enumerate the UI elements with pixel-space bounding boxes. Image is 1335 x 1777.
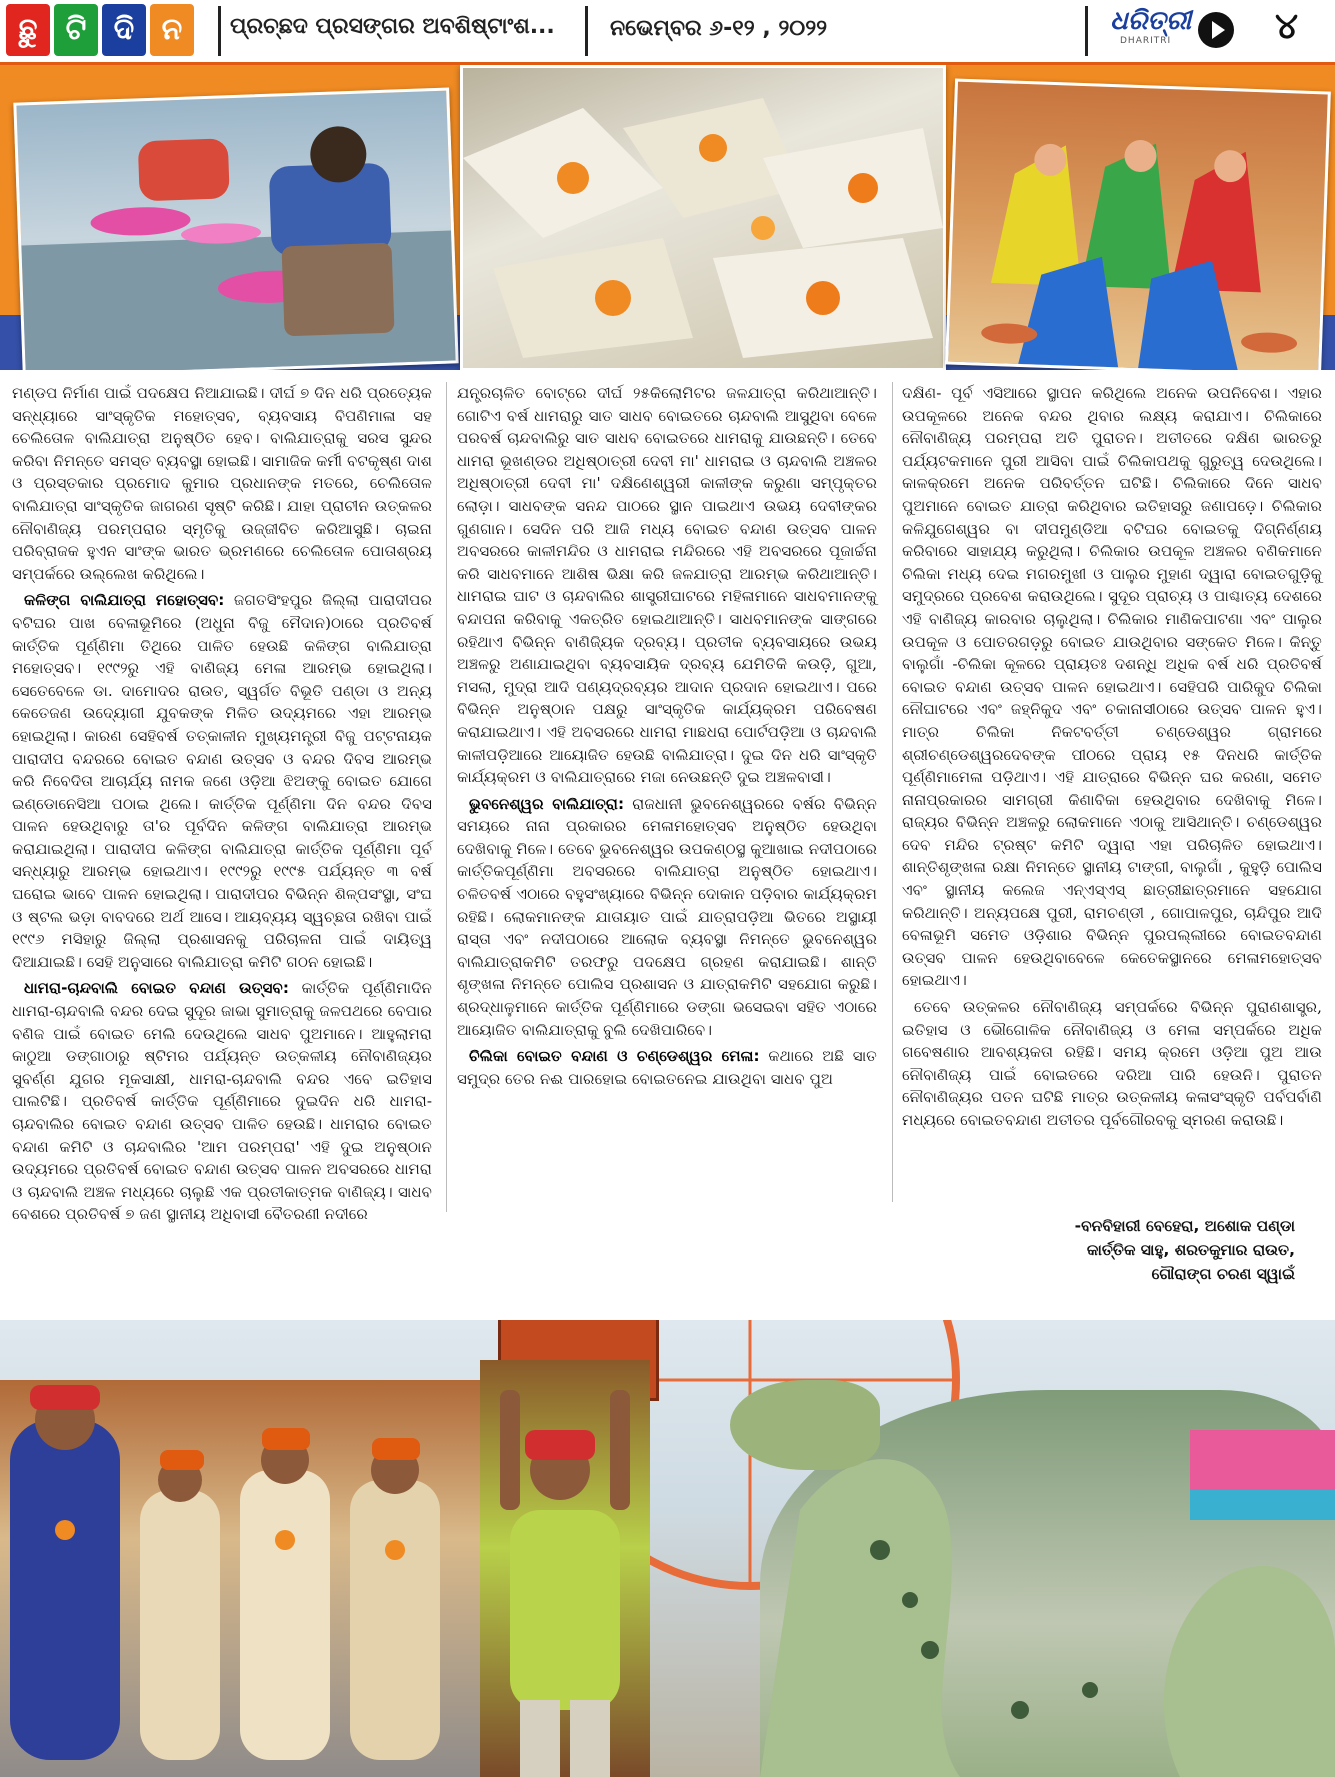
column-rule (892, 382, 893, 1202)
play-icon (1198, 12, 1234, 48)
procession-photo (0, 1380, 520, 1777)
river-offering-photo (13, 87, 458, 370)
byline-line: -ବନବିହାରୀ ବେହେରା, ଅଶୋକ ପଣ୍ଡା (1074, 1217, 1295, 1235)
bottom-photo-collage (0, 1320, 1335, 1777)
paragraph: ଧାମରା-ଚାନ୍ଦବାଲି ବୋଇତ ବନ୍ଦାଣ ଉତ୍ସବ: କାର୍ତ୍ତିକ ପୂର୍ଣ୍ଣିମାଦିନ ଧାମରା-ଚାନ୍ଦବାଲି ବନ୍ଦର ଦେଇ ସୁଦୂର ଜାଭା ସୁମାତ୍ରାକୁ ଜଳପଥରେ ବେପାର ବଣିଜ ପାଇଁ ବୋଇତ ମେଲି ଦେଉଥିଲେ ସାଧବ ପୁଅମାନେ। ଆହୁଲାମରା କାଠୁଆ ଡଙ୍ଗାଠାରୁ ଷ୍ଟିମର ପର୍ଯ୍ୟନ୍ତ ଉତ୍କଳୀୟ ନୌବାଣିଜ୍ୟର ସୁବର୍ଣ୍ଣ ଯୁଗର ମୂକସାକ୍ଷୀ, ଧାମରା-ଚାନ୍ଦବାଲି ବନ୍ଦର ଏବେ ଇତିହାସ ପାଲଟିଛି। ପ୍ରତିବର୍ଷ କାର୍ତ୍ତିକ ପୂର୍ଣ୍ଣିମାରେ ଦୁଇଦିନ ଧରି ଧାମରା-ଚାନ୍ଦବାଲିର ବୋଇତ ବନ୍ଦାଣ ଉତ୍ସବ ପାଳିତ ହେଉଛି। ଧାମରାର ବୋଇତ ବନ୍ଦାଣ କମିଟି ଓ ଚାନ୍ଦବାଲିର 'ଆମ ପରମ୍ପରା' ଏହି ଦୁଇ ଅନୁଷ୍ଠାନ ଉଦ୍ୟମରେ ପ୍ରତିବର୍ଷ ବୋଇତ ବନ୍ଦାଣ ଉତ୍ସବ ପାଳନ ଅବସରରେ ଧାମରା ଓ ଚାନ୍ଦବାଲି ଅଞ୍ଚଳ ମଧ୍ୟରେ ଚାଲୁଛି ଏକ ପ୍ରତୀକାତ୍ମକ ବାଣିଜ୍ୟ। ସାଧବ ବେଶରେ ପ୍ରତିବର୍ଷ ୭ ଜଣ ସ୍ଥାନୀୟ ଅଧିବାସୀ ବୈତରଣୀ ନଦୀରେ (12, 979, 432, 1224)
byline-line: କାର୍ତ୍ତିକ ସାହୁ, ଶରତକୁମାର ରାଉତ, (1086, 1241, 1295, 1259)
subheading: ଭୁବନେଶ୍ୱର ବାଲିଯାତ୍ରା: (469, 794, 625, 813)
page-number: ୪ (1275, 6, 1299, 47)
paragraph: ମଣ୍ଡପ ନିର୍ମାଣ ପାଇଁ ପଦକ୍ଷେପ ନିଆଯାଇଛି। ଦୀର୍ଘ ୭ ଦିନ ଧରି ପ୍ରତ୍ୟେକ ସନ୍ଧ୍ୟାରେ ସାଂସ୍କୃତିକ ମହୋତ୍ସବ, ବ୍ୟବସାୟ ବିପଣିମାଳା ସହ ଚେଲିତୋଳ ବାଲିଯାତ୍ରା ଅନୁଷ୍ଠିତ ହେବ। ବାଲିଯାତ୍ରାକୁ ସରସ ସୁନ୍ଦର କରିବା ନିମନ୍ତେ ସମସ୍ତ ବ୍ୟବସ୍ଥା ହୋଇଛି। ସାମାଜିକ କର୍ମୀ ବଟକୃଷ୍ଣ ଦାଶ ଓ ପ୍ରସ୍ତକାର ପ୍ରମୋଦ କୁମାର ପ୍ରଧାନଙ୍କ ମତରେ, ଚେଲିତୋଳ ବାଲିଯାତ୍ରା ସାଂସ୍କୃତିକ ଜାଗରଣ ସୃଷ୍ଟି କରିଛି। ଯାହା ପ୍ରାଚୀନ ଉତ୍କଳର ନୌବାଣିଜ୍ୟ ପରମ୍ପରାର ସ୍ମୃତିକୁ ଉଜ୍ଜୀବିତ କରିଆସୁଛି। ଚାଇନା ପରିବ୍ରାଜକ ହୁଏନ ସାଂଙ୍କ ଭାରତ ଭ୍ରମଣରେ ଚେଲିତୋଳ ପୋତାଶ୍ରୟ ସମ୍ପର୍କରେ ଉଲ୍ଲେଖ କରିଥିଲେ। (12, 384, 432, 583)
article-column-2 (457, 382, 877, 1212)
divider (218, 6, 221, 56)
section-kicker: ପ୍ରଚ୍ଛଦ ପ୍ରସଙ୍ଗର ଅବଶିଷ୍ଟାଂଶ... (230, 14, 555, 39)
issue-date: ନଭେମ୍ବର ୬-୧୨ , ୨୦୨୨ (610, 16, 828, 41)
masthead (0, 0, 1335, 65)
column-rule (446, 382, 447, 1212)
section-logo (6, 4, 194, 56)
article-column-1 (12, 382, 432, 1312)
byline (905, 1214, 1295, 1286)
subheading: ଚିଲିକା ବୋଇତ ବନ୍ଦାଣ ଓ ଚଣ୍ଡେଶ୍ୱର ମେଳା: (469, 1047, 760, 1066)
dragon-head-shape (730, 1380, 880, 1470)
clay-dolls-photo (945, 79, 1331, 370)
logo-letter-2: ଟି (54, 4, 98, 56)
paragraph: ତେବେ ଉତ୍କଳର ନୌବାଣିଜ୍ୟ ସମ୍ପର୍କରେ ବିଭିନ୍ନ ପୁରାଣଶାସ୍ତ୍ର, ଇତିହାସ ଓ ଭୌଗୋଳିକ ନୌବାଣିଜ୍ୟ ଓ ମେଳା ସମ୍ପର୍କରେ ଅଧିକ ଗବେଷଣାର ଆବଶ୍ୟକତା ରହିଛି। ସମୟ କ୍ରମେ ଓଡ଼ିଆ ପୁଅ ଆଉ ନୌବାଣିଜ୍ୟ ପାଇଁ ବୋଇତରେ ଦରିଆ ପାରି ହେଉନି। ପୁରାତନ ନୌବାଣିଜ୍ୟର ପତନ ଘଟିଛି ମାତ୍ର ଉତ୍କଳୀୟ କଳାସଂସ୍କୃତି ପର୍ବପର୍ବାଣି ମଧ୍ୟରେ ବୋଇତବନ୍ଦାଣ ଅତୀତର ପୂର୍ବଗୌରବକୁ ସ୍ମରଣ କରାଉଛି। (902, 998, 1322, 1129)
paragraph: ଭୁବନେଶ୍ୱର ବାଲିଯାତ୍ରା: ରାଜଧାନୀ ଭୁବନେଶ୍ୱରରେ ବର୍ଷର ବିଭିନ୍ନ ସମୟରେ ନାନା ପ୍ରକାରର ମେଳାମହୋତ୍ସବ ଅନୁଷ୍ଠିତ ହେଉଥିବା ଦେଖିବାକୁ ମିଳେ। ତେବେ ଭୁବନେଶ୍ୱର ଉପକଣ୍ଠସ୍ଥ କୁଆଖାଇ ନଦୀପଠାରେ କାର୍ତ୍ତିକପୂର୍ଣ୍ଣିମା ଅବସରରେ ବାଲିଯାତ୍ରା ଅନୁଷ୍ଠିତ ହୋଇଥାଏ। ଚଳିତବର୍ଷ ଏଠାରେ ବହୁସଂଖ୍ୟାରେ ବିଭିନ୍ନ ଦୋକାନ ପଡ଼ିବାର କାର୍ଯ୍ୟକ୍ରମ ରହିଛି। ଲୋକମାନଙ୍କ ଯାତାୟାତ ପାଇଁ ଯାତ୍ରାପଡ଼ିଆ ଭିତରେ ଅସ୍ଥାୟୀ ରାସ୍ତା ଏବଂ ନଦୀପଠାରେ ଆଲୋକ ବ୍ୟବସ୍ଥା ନିମନ୍ତେ ଭୁବନେଶ୍ୱର ବାଲିଯାତ୍ରାକମିଟି ତରଫରୁ ପଦକ୍ଷେପ ଗ୍ରହଣ କରାଯାଇଛି। ଶାନ୍ତି ଶୃଙ୍ଖଳା ନିମନ୍ତେ ପୋଲିସ ପ୍ରଶାସନ ଓ ଯାତ୍ରାକମିଟି ସହଯୋଗ କରୁଛି। ଶ୍ରଦ୍ଧାଳୁମାନେ କାର୍ତ୍ତିକ ପୂର୍ଣ୍ଣିମାରେ ଡଙ୍ଗା ଭସେଇବା ସହିତ ଏଠାରେ ଆୟୋଜିତ ବାଲିଯାତ୍ରାକୁ ବୁଲି ଦେଖିପାରିବେ। (457, 794, 877, 1039)
porter-photo (480, 1360, 650, 1777)
top-photo-strip (0, 65, 1335, 370)
paragraph: ଦକ୍ଷିଣ- ପୂର୍ବ ଏସିଆରେ ସ୍ଥାପନ କରିଥିଲେ ଅନେକ ଉପନିବେଶ। ଏହାର ଉପକୂଳରେ ଅନେକ ବନ୍ଦର ଥିବାର ଲକ୍ଷ୍ୟ କରାଯାଏ। ଚିଲିକାରେ ନୌବାଣିଜ୍ୟ ପରମ୍ପରା ଅତି ପୁରାତନ। ଅତୀତରେ ଦକ୍ଷିଣ ଭାରତରୁ ପର୍ଯ୍ୟଟକମାନେ ପୁରୀ ଆସିବା ପାଇଁ ଚିଲିକାପଥକୁ ଗୁରୁତ୍ୱ ଦେଉଥିଲେ। କାଳକ୍ରମେ ଅନେକ ପରିବର୍ତ୍ତନ ଘଟିଛି। ଚିଲିକାରେ ଦିନେ ସାଧବ ପୁଅମାନେ ବୋଇତ ଯାତ୍ରା କରିଥିବାର ଇତିହାସରୁ ଜଣାପଡ଼େ। ଚିଲିକାର କଳିଯୁଗେଶ୍ୱର ବା ଦୀପମୁଣ୍ଡିଆ ବଟିଘର ବୋଇତକୁ ଦିଗ୍‌ନିର୍ଣ୍ଣୟ କରିବାରେ ସାହାଯ୍ୟ କରୁଥିଲା। ଚିଲିକାର ଉପକୂଳ ଅଞ୍ଚଳର ବଣିକମାନେ ଚିଲିକା ମଧ୍ୟ ଦେଇ ମଗରମୁଖୀ ଓ ପାଲୁର ମୁହାଣ ଦ୍ୱାରା ବୋଇତଗୁଡ଼ିକୁ ସମୁଦ୍ରରେ ପ୍ରବେଶ କରାଉଥିଲେ। ସୁଦୂର ପ୍ରାଚ୍ୟ ଓ ପାଶ୍ଚାତ୍ୟ ଦେଶରେ ଏହି ବାଣିଜ୍ୟ କାରବାର ଚାଲୁଥିଲା। ଚିଲିକାର ମାଣିକପାଟଣା ଏବଂ ପାଲୁର ଉପକୂଳ ଓ ପୋତରଗଡ଼ରୁ ବୋଇତ ଯାଉଥିବାର ସଙ୍କେତ ମିଳେ। କିନ୍ତୁ ବାଲୁଗାଁ -ଚିଲିକା କୂଳରେ ପ୍ରାୟତଃ ଦଶନ୍ଧି ଅଧିକ ବର୍ଷ ଧରି ପ୍ରତିବର୍ଷ ବୋଇତ ବନ୍ଦାଣ ଉତ୍ସବ ପାଳନ ହୋଇଥାଏ। ସେହିପରି ପାରିକୁଦ ଚିଲିକା ନୌଘାଟରେ ଏବଂ ଜହ୍ନିକୁଦ ଏବଂ ଚକାନାସୀଠାରେ ଉତ୍ସବ ପାଳନ ହୁଏ। ମାତ୍ର ଚିଲିକା ନିକଟବର୍ତ୍ତୀ ଚଣ୍ଡେଶ୍ୱର ଗ୍ରାମରେ ଶ୍ରୀଚଣ୍ଡେଶ୍ୱରଦେବଙ୍କ ପୀଠରେ ପ୍ରାୟ ୧୫ ଦିନଧରି କାର୍ତ୍ତିକ ପୂର୍ଣ୍ଣିମାମେଳା ପଡ଼ିଥାଏ। ଏହି ଯାତ୍ରାରେ ବିଭିନ୍ନ ଘର କରଣା, ସମେତ ନାନାପ୍ରକାରର ସାମଗ୍ରୀ କିଣାବିକା ହେଉଥିବାର ଦେଖିବାକୁ ମିଳେ। ରାଜ୍ୟର ବିଭିନ୍ନ ଅଞ୍ଚଳରୁ ଲୋକମାନେ ଏଠାକୁ ଆସିଥାନ୍ତି। ଚଣ୍ଡେଶ୍ୱର ଦେବ ମନ୍ଦିର ଟ୍ରଷ୍ଟ କମିଟି ଦ୍ୱାରା ଏହା ପରିଚାଳିତ ହୋଇଥାଏ। ଶାନ୍ତିଶୃଙ୍ଖଳା ରକ୍ଷା ନିମନ୍ତେ ସ୍ଥାନୀୟ ଟାଙ୍ଗୀ, ବାଲୁଗାଁ , କୁହୁଡ଼ି ପୋଲିସ ଏବଂ ସ୍ଥାନୀୟ କଲେଜ ଏନ୍‌ଏସ୍‌ଏସ୍ ଛାତ୍ରୀଛାତ୍ରମାନେ ସହଯୋଗ କରିଥାନ୍ତି। ଅନ୍ୟପକ୍ଷେ ପୁରୀ, ରାମଚଣ୍ଡୀ , ଗୋପାଳପୁର, ଚାନ୍ଦିପୁର ଆଦି ବେଳାଭୂମି ସମେତ ଓଡ଼ିଶାର ବିଭିନ୍ନ ପୁରପଲ୍ଲୀରେ ବୋଇତବନ୍ଦାଣ ଉତ୍ସବ ପାଳନ ହେଉଥିବାବେଳେ କେତେକସ୍ଥାନରେ ମେଳାମହୋତ୍ସବ ହୋଇଥାଏ। (902, 384, 1322, 990)
brand-logo-sub: DHARITRI (1120, 36, 1172, 46)
article-column-3 (902, 382, 1322, 1129)
brand-logo: ଧରିତ୍ରୀ (1110, 6, 1192, 36)
article-body (12, 382, 1322, 1317)
subheading: ଧାମରା-ଚାନ୍ଦବାଲି ବୋଇତ ବନ୍ଦାଣ ଉତ୍ସବ: (24, 979, 289, 998)
paragraph: କଳିଙ୍ଗ ବାଲିଯାତ୍ରା ମହୋତ୍ସବ: ଜଗତସିଂହପୁର ଜିଲ୍ଲା ପାରାଦୀପର ବଟିଘର ପାଖ ବେଳାଭୂମିରେ (ଅଧୁନା ବିଜୁ ମୈଦାନ)ଠାରେ ପ୍ରତିବର୍ଷ କାର୍ତ୍ତିକ ପୂର୍ଣ୍ଣିମା ତିଥିରେ ପାଳିତ ହେଉଛି କଳିଙ୍ଗ ବାଲିଯାତ୍ରା ମହୋତ୍ସବ। ୧୯୯୨ରୁ ଏହି ବାଣିଜ୍ୟ ମେଳା ଆରମ୍ଭ ହୋଇଥିଲା। ସେତେବେଳେ ଡା. ଦାମୋଦର ରାଉତ, ସ୍ୱର୍ଗତ ବିଭୂତି ପଣ୍ଡା ଓ ଅନ୍ୟ କେତେଜଣ ଉଦ୍ୟୋଗୀ ଯୁବକଙ୍କ ମିଳିତ ଉଦ୍ୟମରେ ଏହା ଆରମ୍ଭ ହୋଇଥିଲା। କାରଣ ସେହିବର୍ଷ ତତ୍କାଳୀନ ମୁଖ୍ୟମନ୍ତ୍ରୀ ବିଜୁ ପଟ୍ଟନାୟକ ପାରାଦୀପ ବନ୍ଦରରେ ବୋଇତ ବନ୍ଦାଣ ଉତ୍ସବ ଓ ବନ୍ଦର ଦିବସ ଆରମ୍ଭ କରି ନିବେଦିତା ଆଚାର୍ଯ୍ୟ ନାମକ ଜଣେ ଓଡ଼ିଆ ଝିଅଙ୍କୁ ବୋଇତ ଯୋଗେ ଇଣ୍ଡୋନେସିଆ ପଠାଇ ଥିଲେ। କାର୍ତ୍ତିକ ପୂର୍ଣ୍ଣିମା ଦିନ ବନ୍ଦର ଦିବସ ପାଳନ ହେଉଥିବାରୁ ତା'ର ପୂର୍ବଦିନ କଳିଙ୍ଗ ବାଲିଯାତ୍ରା ଆରମ୍ଭ କରାଯାଇଥିଲା। ପାରାଦୀପ କଳିଙ୍ଗ ବାଲିଯାତ୍ରା କାର୍ତ୍ତିକ ପୂର୍ଣ୍ଣିମା ପୂର୍ବ ସନ୍ଧ୍ୟାରୁ ଆରମ୍ଭ ହୋଇଥାଏ। ୧୯୯୨ରୁ ୧୯୯୫ ପର୍ଯ୍ୟନ୍ତ ୩ ବର୍ଷ ଘରୋଇ ଭାବେ ପାଳନ ହୋଇଥିଲା। ପାରାଦୀପର ବିଭିନ୍ନ ଶିଳ୍ପସଂସ୍ଥା, ସଂଘ ଓ ଷ୍ଟଲ ଭଡ଼ା ବାବଦରେ ଅର୍ଥ ଆସେ। ଆୟବ୍ୟୟ ସ୍ୱଚ୍ଛତା ରଖିବା ପାଇଁ ୧୯୯୬ ମସିହାରୁ ଜିଲ୍ଲା ପ୍ରଶାସନକୁ ପରିଚାଳନା ପାଇଁ ଦାୟିତ୍ୱ ଦିଆଯାଇଛି। ସେହି ଅନୁସାରେ ବାଲିଯାତ୍ରା କମିଟି ଗଠନ ହୋଇଛି। (12, 591, 433, 971)
logo-letter-1: ଛୁ (6, 4, 50, 56)
logo-letter-4: ନ (150, 4, 194, 56)
divider (1085, 6, 1088, 56)
divider (585, 6, 588, 56)
boat-offerings-photo (460, 65, 946, 370)
paragraph: ଚିଲିକା ବୋଇତ ବନ୍ଦାଣ ଓ ଚଣ୍ଡେଶ୍ୱର ମେଳା: କଥାରେ ଅଛି ସାତ ସମୁଦ୍ର ତେର ନଈ ପାରହୋଇ ବୋଇତନେଇ ଯାଉଥିବା ସାଧବ ପୁଅ (457, 1047, 877, 1088)
logo-letter-3: ଦି (102, 4, 146, 56)
subheading: କଳିଙ୍ଗ ବାଲିଯାତ୍ରା ମହୋତ୍ସବ: (24, 591, 225, 610)
byline-line: ଗୌରାଙ୍ଗ ଚରଣ ସ୍ୱାଇଁ (1151, 1265, 1295, 1283)
paragraph: ଯନ୍ତ୍ରଚାଳିତ ବୋଟ୍‌ରେ ଦୀର୍ଘ ୨୫କିଲୋମିଟର ଜଳଯାତ୍ରା କରିଥାଆନ୍ତି। ଗୋଟିଏ ବର୍ଷ ଧାମରାରୁ ସାତ ସାଧବ ବୋଇତରେ ଚାନ୍ଦବାଲି ଆସୁଥିବା ବେଳେ ପରବର୍ଷ ଚାନ୍ଦବାଲିରୁ ସାତ ସାଧବ ବୋଇତରେ ଧାମରାକୁ ଯାଉଛନ୍ତି। ତେବେ ଧାମରା ଭୂଖଣ୍ଡର ଅଧିଷ୍ଠାତ୍ରୀ ଦେବୀ ମା' ଧାମରାଇ ଓ ଚାନ୍ଦବାଲି ଅଞ୍ଚଳର ଅଧିଷ୍ଠାତ୍ରୀ ଦେବୀ ମା' ଦକ୍ଷିଣେଶ୍ୱରୀ କାଳୀଙ୍କ କରୁଣା ସମ୍ପୃକ୍ତର ଲୋଡ଼ା। ସାଧବଙ୍କ ସନନ୍ଦ ପାଠରେ ସ୍ଥାନ ପାଇଥାଏ ଉଭୟ ଦେବୀଙ୍କର ଗୁଣଗାନ। ସେଦିନ ପରି ଆଜି ମଧ୍ୟ ବୋଇତ ବନ୍ଦାଣ ଉତ୍ସବ ପାଳନ ଅବସରରେ କାଳୀମନ୍ଦିର ଓ ଧାମରାଇ ମନ୍ଦିରରେ ଏହି ଅବସରରେ ପୂଜାର୍ଚ୍ଚନା କରି ସାଧବମାନେ ଆଶିଷ ଭିକ୍ଷା କରି ଜଳଯାତ୍ରା ଆରମ୍ଭ କରିଥାଆନ୍ତି। ଧାମରାଇ ଘାଟ ଓ ଚାନ୍ଦବାଲିର ଶାସ୍ତ୍ରୀଘାଟରେ ମହିଳାମାନେ ସାଧବମାନଙ୍କୁ ବନ୍ଦାପନା କରିବାକୁ ଏକତ୍ରିତ ହୋଇଥାଆନ୍ତି। ସାଧବମାନଙ୍କ ସାଙ୍ଗରେ ରହିଥାଏ ବିଭିନ୍ନ ବାଣିଜ୍ୟିକ ଦ୍ରବ୍ୟ। ପ୍ରତୀକ ବ୍ୟବସାୟରେ ଉଭୟ ଅଞ୍ଚଳରୁ ଅଣାଯାଇଥିବା ବ୍ୟବସାୟିକ ଦ୍ରବ୍ୟ ଯେମିତିକି କଉଡ଼ି, ଗୁଆ, ମସଲା, ମୁଦ୍ରା ଆଦି ପଣ୍ୟଦ୍ରବ୍ୟର ଆଦାନ ପ୍ରଦାନ ହୋଇଥାଏ। ପରେ ବିଭିନ୍ନ ଅନୁଷ୍ଠାନ ପକ୍ଷରୁ ସାଂସ୍କୃତିକ କାର୍ଯ୍ୟକ୍ରମ ପରିବେଷଣ କରାଯାଇଥାଏ। ଏହି ଅବସରରେ ଧାମରା ମାଛଧରା ପୋର୍ଟପଡ଼ିଆ ଓ ଚାନ୍ଦବାଲି କାଳୀପଡ଼ିଆରେ ଆୟୋଜିତ ହେଉଛି ବାଲିଯାତ୍ରା। ଦୁଇ ଦିନ ଧରି ସାଂସ୍କୃତି କାର୍ଯ୍ୟକ୍ରମ ଓ ବାଲିଯାତ୍ରାରେ ମଜା ନେଉଛନ୍ତି ଦୁଇ ଅଞ୍ଚଳବାସୀ। (457, 384, 877, 787)
